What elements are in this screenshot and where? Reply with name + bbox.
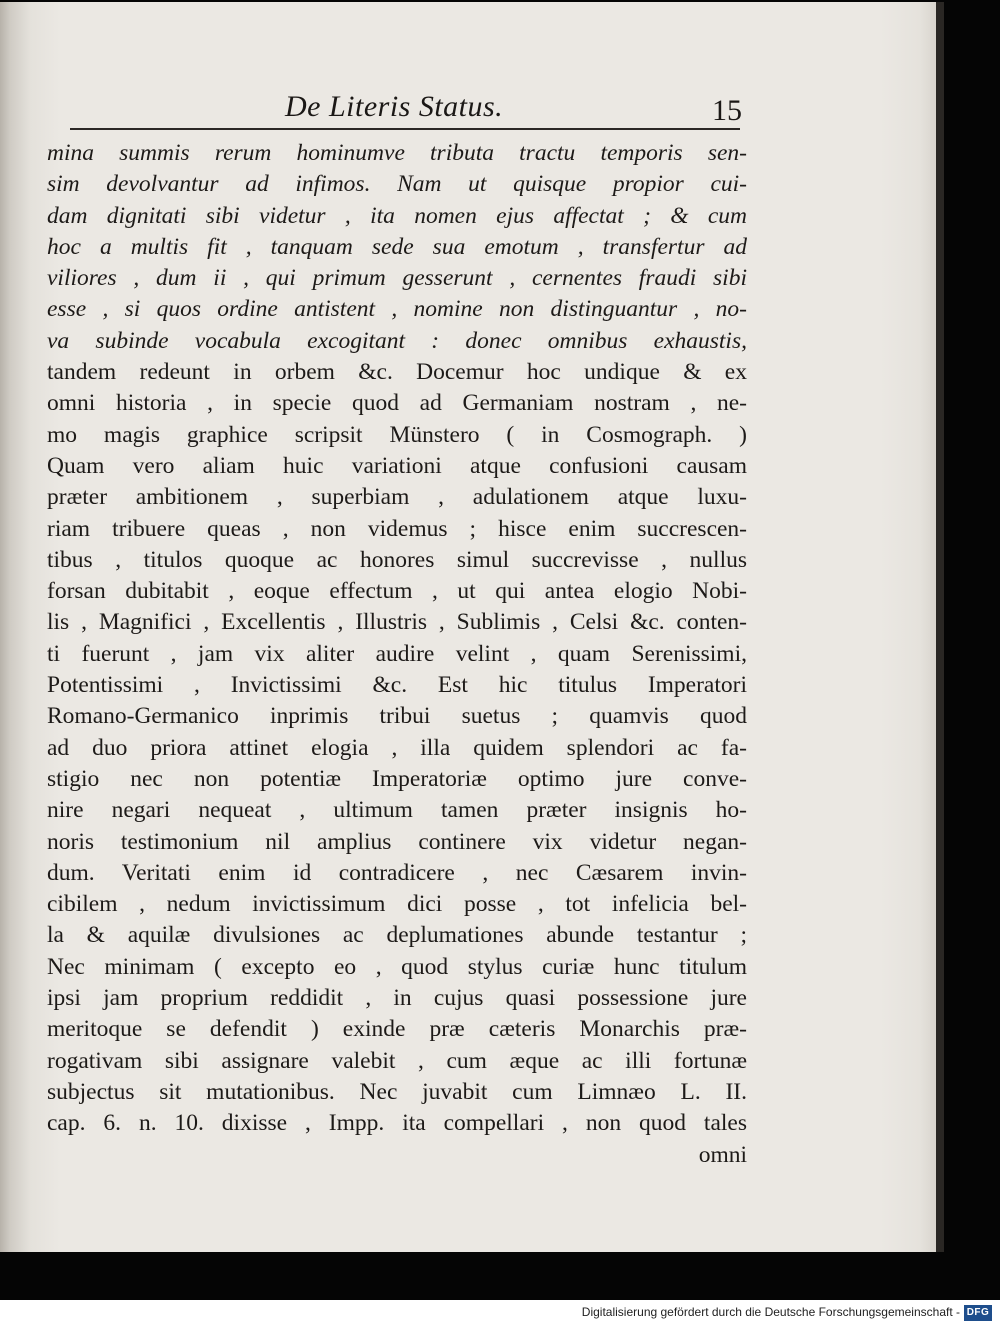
body-text xyxy=(47,138,747,1171)
footer-bar xyxy=(0,1300,1000,1326)
text-line: meritoque se defendit ) exinde præ cæteris Monarchis præ- xyxy=(47,1016,747,1043)
text-line: Quam vero aliam huic variationi atque confusioni causam xyxy=(47,452,747,479)
text-line: va subinde vocabula excogitant : donec omnibus exhaustis, xyxy=(47,327,747,354)
text-line: tandem redeunt in orbem &c. Docemur hoc undique & ex xyxy=(47,359,747,386)
text-line: subjectus sit mutationibus. Nec juvabit cum Limnæo L. II. xyxy=(47,1078,747,1105)
text-line: tibus , titulos quoque ac honores simul succrevisse , nullus xyxy=(47,546,747,573)
header-rule xyxy=(70,128,740,130)
text-line: hoc a multis fit , tanquam sede sua emotum , transfertur ad xyxy=(47,233,747,260)
text-line: dum. Veritati enim id contradicere , nec Cæsarem invin- xyxy=(47,859,747,886)
text-line: nire negari nequeat , ultimum tamen præter insignis ho- xyxy=(47,797,747,824)
page-header xyxy=(0,88,936,132)
book-page xyxy=(0,2,936,1252)
text-line: la & aquilæ divulsiones ac deplumationes abunde testantur ; xyxy=(47,922,747,949)
page-number: 15 xyxy=(712,94,742,127)
catchword: omni xyxy=(698,1141,747,1168)
text-line: cibilem , nedum invictissimum dici posse , tot infelicia bel- xyxy=(47,891,747,918)
text-line: dam dignitati sibi videtur , ita nomen ejus affectat ; & cum xyxy=(47,202,747,229)
text-line: rogativam sibi assignare valebit , cum æque ac illi fortunæ xyxy=(47,1047,747,1074)
text-line: noris testimonium nil amplius continere vix videtur negan- xyxy=(47,828,747,855)
funding-credit: Digitalisierung gefördert durch die Deutsche Forschungsgemeinschaft - xyxy=(581,1305,960,1319)
text-line: riam tribuere queas , non videmus ; hisce enim succrescen- xyxy=(47,515,747,542)
text-line: Potentissimi , Invictissimi &c. Est hic titulus Imperatori xyxy=(47,672,747,699)
dfg-logo-icon: DFG xyxy=(964,1305,992,1321)
text-line: viliores , dum ii , qui primum gesserunt , cernentes fraudi sibi xyxy=(47,265,747,292)
page-edge-shadow xyxy=(936,2,944,1252)
text-line: mina summis rerum hominumve tributa tractu temporis sen- xyxy=(47,140,747,166)
text-line: ti fuerunt , jam vix aliter audire velint , quam Serenissimi, xyxy=(47,640,747,667)
text-line: mo magis graphice scripsit Münstero ( in Cosmograph. ) xyxy=(47,421,747,448)
text-line: sim devolvantur ad infimos. Nam ut quisque propior cui- xyxy=(47,171,747,198)
text-line: forsan dubitabit , eoque effectum , ut qui antea elogio Nobi- xyxy=(47,578,747,605)
running-title: De Literis Status. xyxy=(285,90,504,123)
text-line: lis , Magnifici , Excellentis , Illustris , Sublimis , Celsi &c. conten- xyxy=(47,609,747,636)
text-line: præter ambitionem , superbiam , adulationem atque luxu- xyxy=(47,484,747,511)
text-line: Romano-Germanico inprimis tribui suetus ; quamvis quod xyxy=(47,703,747,730)
text-line: omni historia , in specie quod ad Germaniam nostram , ne- xyxy=(47,390,747,417)
text-line: cap. 6. n. 10. dixisse , Impp. ita compellari , non quod tales xyxy=(47,1110,747,1137)
text-line: ipsi jam proprium reddidit , in cujus quasi possessione jure xyxy=(47,985,747,1012)
text-line: esse , si quos ordine antistent , nomine non distinguantur , no- xyxy=(47,296,747,323)
text-line: Nec minimam ( excepto eo , quod stylus curiæ hunc titulum xyxy=(47,953,747,980)
text-line: stigio nec non potentiæ Imperatoriæ optimo jure conve- xyxy=(47,765,747,792)
text-line: ad duo priora attinet elogia , illa quidem splendori ac fa- xyxy=(47,734,747,761)
